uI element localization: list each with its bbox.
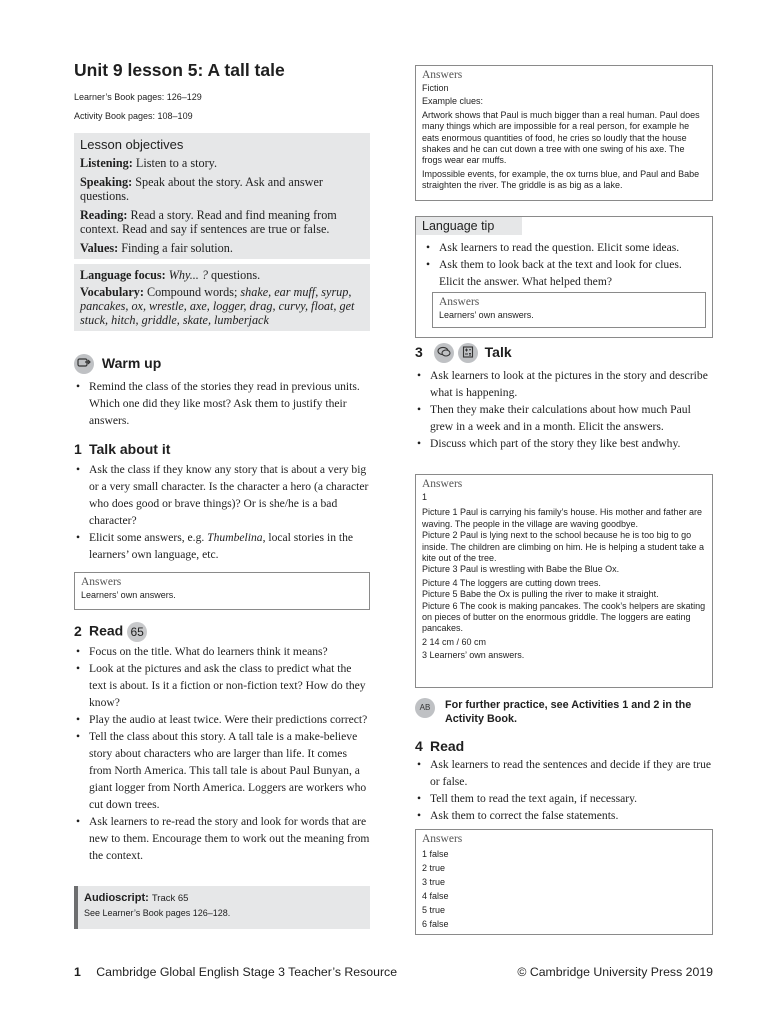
list-item: • Ask learners to read the question. Elicit some ideas. xyxy=(424,239,706,256)
section-number: 1 xyxy=(74,441,82,457)
warm-up-list xyxy=(74,378,370,429)
vocabulary-words: shake, ear muff, syrup, pancakes, ox, wrestle, axe, logger, drag, curvy, float, get stuck, hitch, griddle, skate, lumberjack xyxy=(80,285,355,327)
language-focus-why: Why... ? xyxy=(165,268,208,282)
answers-text: 2 14 cm / 60 cm xyxy=(422,636,487,647)
vocabulary-intro: Compound words; xyxy=(143,285,241,299)
answers-label: Answers xyxy=(81,576,122,588)
section-number: 4 xyxy=(415,738,423,754)
list-item: • Ask learners to read the sentences and decide if they are true or false. xyxy=(415,756,713,790)
further-practice-note xyxy=(415,698,713,726)
page-number: 1 xyxy=(74,965,81,979)
lesson-objectives-box xyxy=(74,133,370,259)
list-item: • Ask the class if they know any story that is about a very big or a very small character. Is the character a hero (a character who does good or brave things)? Or is she/he is a bad character? xyxy=(74,461,370,529)
list-item: • Then they make their calculations about how much Paul grew in a week and in a month. Elicit the answers. xyxy=(415,401,713,435)
answers-text: 3 Learners’ own answers. xyxy=(422,650,525,661)
answers-text: Learners’ own answers. xyxy=(439,310,534,320)
list-item: • Ask learners to re-read the story and look for words that are new to them. Encourage them to work out the meaning from the context. xyxy=(74,813,370,864)
answers-text: Picture 3 Paul is wrestling with Babe the Blue Ox. xyxy=(422,564,620,575)
footer-book-title: Cambridge Global English Stage 3 Teacher’s Resource xyxy=(96,965,398,979)
read-true-false-title: Read xyxy=(430,738,465,754)
language-tip-list xyxy=(416,235,712,290)
answers-text: Picture 1 Paul is carrying his family’s house. His mother and father are waving. The people in the village are waving goodbye. xyxy=(422,507,702,529)
answers-label: Answers xyxy=(439,296,480,308)
answers-text: Learners’ own answers. xyxy=(81,590,176,600)
values-objective: Finding a fair solution. xyxy=(118,241,233,255)
values-label: Values: xyxy=(80,241,119,255)
list-item: • Discuss which part of the story they like best andwhy. xyxy=(415,435,713,452)
list-item: • Play the audio at least twice. Were their predictions correct? xyxy=(74,711,370,728)
language-focus-label: Language focus: xyxy=(80,268,166,282)
answers-label: Answers xyxy=(422,478,463,490)
listening-objective: Listen to a story. xyxy=(132,156,217,170)
warm-up-title: Warm up xyxy=(101,354,162,371)
read-true-false-heading xyxy=(415,738,464,754)
read-true-false-list xyxy=(415,756,713,824)
answer-item: 6 false xyxy=(422,919,449,929)
answer-item: 4 false xyxy=(422,891,449,901)
answer-item: 3 true xyxy=(422,877,446,887)
answers-text: Picture 2 Paul is lying next to the school because he is too big to go inside. The children are climbing on him. He is helping a student take a kite out of the tree. xyxy=(422,530,704,564)
vocabulary-label: Vocabulary: xyxy=(80,285,144,299)
read-title: Read xyxy=(89,622,124,639)
speaking-label: Speaking: xyxy=(80,175,133,189)
footer-copyright: © Cambridge University Press 2019 xyxy=(517,965,713,979)
audioscript-pages: See Learner’s Book pages 126–128. xyxy=(84,908,231,918)
warm-up-heading xyxy=(74,354,161,374)
answer-item: 5 true xyxy=(422,905,446,915)
audioscript-track: Track 65 xyxy=(151,893,189,904)
talk-about-it-answers xyxy=(74,572,370,610)
activity-book-pages: Activity Book pages: 108–109 xyxy=(74,111,193,121)
answers-text: Artwork shows that Paul is much bigger than a real human. Paul does many things which are impossible for a real person, for example he eats enormous quantities of food, he cries so loudly that the house shakes and he can cut down a tree with one swing of his axe. The frogs wear ear muffs. xyxy=(422,109,700,166)
talk-list xyxy=(415,367,713,452)
reading-label: Reading: xyxy=(80,208,128,222)
calculator-icon xyxy=(458,343,478,363)
talk-about-it-heading xyxy=(74,441,170,457)
reading-objective: Read a story. Read and find meaning from context. Read and say if sentences are true or false. xyxy=(80,208,337,236)
read-list xyxy=(74,643,370,864)
language-focus-text: questions. xyxy=(207,268,261,282)
list-item: • Remind the class of the stories they read in previous units. Which one did they like most? Ask them to justify their answers. xyxy=(74,378,370,429)
list-item xyxy=(74,529,370,563)
lesson-objectives-heading: Lesson objectives xyxy=(80,137,184,152)
true-false-answers-box xyxy=(415,829,713,935)
read-heading xyxy=(74,622,147,642)
speaking-objective: Speak about the story. Ask and answer questions. xyxy=(80,175,323,203)
answers-text: Picture 5 Babe the Ox is pulling the river to make it straight. xyxy=(422,589,659,600)
list-item: • Tell the class about this story. A tall tale is a make-believe story about characters who are larger than life. It comes from North America. This tall tale is about Paul Bunyan, a giant logger from North America. Loggers are workers who cut down trees. xyxy=(74,728,370,813)
audio-track-badge: 65 xyxy=(127,622,147,642)
bullet-italic: Thumbelina xyxy=(207,531,263,544)
learners-book-pages: Learner’s Book pages: 126–129 xyxy=(74,92,202,102)
answers-text: Fiction xyxy=(422,83,449,93)
footer-left xyxy=(74,965,397,979)
answers-label: Answers xyxy=(422,833,463,845)
answers-text: Example clues: xyxy=(422,96,484,107)
bullet-text: Elicit some answers, e.g. xyxy=(89,531,208,544)
bullet-text: , local stories in the learners’ own language, etc. xyxy=(89,531,354,561)
section-number: 3 xyxy=(415,343,423,360)
talk-heading xyxy=(415,343,512,363)
answers-text: Picture 6 The cook is making pancakes. The cook’s helpers are skating on pieces of butter on the enormous griddle. The loggers are eating pancakes. xyxy=(422,600,706,634)
answers-label: Answers xyxy=(422,69,463,81)
further-practice-text: For further practice, see Activities 1 and 2 in the Activity Book. xyxy=(445,699,692,725)
language-tip-box xyxy=(415,216,713,338)
list-item: • Ask them to correct the false statements. xyxy=(415,807,713,824)
answers-text: Impossible events, for example, the ox turns blue, and Paul and Babe straighten the river. The griddle is as big as a lake. xyxy=(422,168,700,191)
list-item: • Focus on the title. What do learners think it means? xyxy=(74,643,370,660)
answer-item: 1 false xyxy=(422,849,449,859)
audioscript-label: Audioscript: xyxy=(84,892,149,904)
talk-about-it-title: Talk about it xyxy=(89,441,171,457)
fiction-answers-box xyxy=(415,65,713,201)
language-tip-heading: Language tip xyxy=(416,217,522,235)
list-item: • Ask learners to look at the pictures in the story and describe what is happening. xyxy=(415,367,713,401)
section-number: 2 xyxy=(74,622,82,639)
list-item: • Ask them to look back at the text and look for clues. Elicit the answer. What helped them? xyxy=(424,256,706,290)
speech-bubble-icon xyxy=(434,343,454,363)
answer-item: 2 true xyxy=(422,863,446,873)
list-item: • Tell them to read the text again, if necessary. xyxy=(415,790,713,807)
answers-text: 1 xyxy=(422,492,428,502)
talk-answers-box xyxy=(415,474,713,688)
page-title: Unit 9 lesson 5: A tall tale xyxy=(74,60,285,80)
answers-text: Picture 4 The loggers are cutting down trees. xyxy=(422,577,601,588)
talk-title: Talk xyxy=(484,343,512,360)
talk-about-it-list xyxy=(74,461,370,563)
language-tip-answers xyxy=(432,292,706,328)
listening-label: Listening: xyxy=(80,156,133,170)
activity-book-icon: AB xyxy=(415,698,435,718)
list-item: • Look at the pictures and ask the class to predict what the text is about. Is it a fiction or non-fiction text? How do they know? xyxy=(74,660,370,711)
speech-arrow-icon xyxy=(74,354,94,374)
audioscript-box xyxy=(74,886,370,929)
language-focus-box xyxy=(74,264,370,331)
